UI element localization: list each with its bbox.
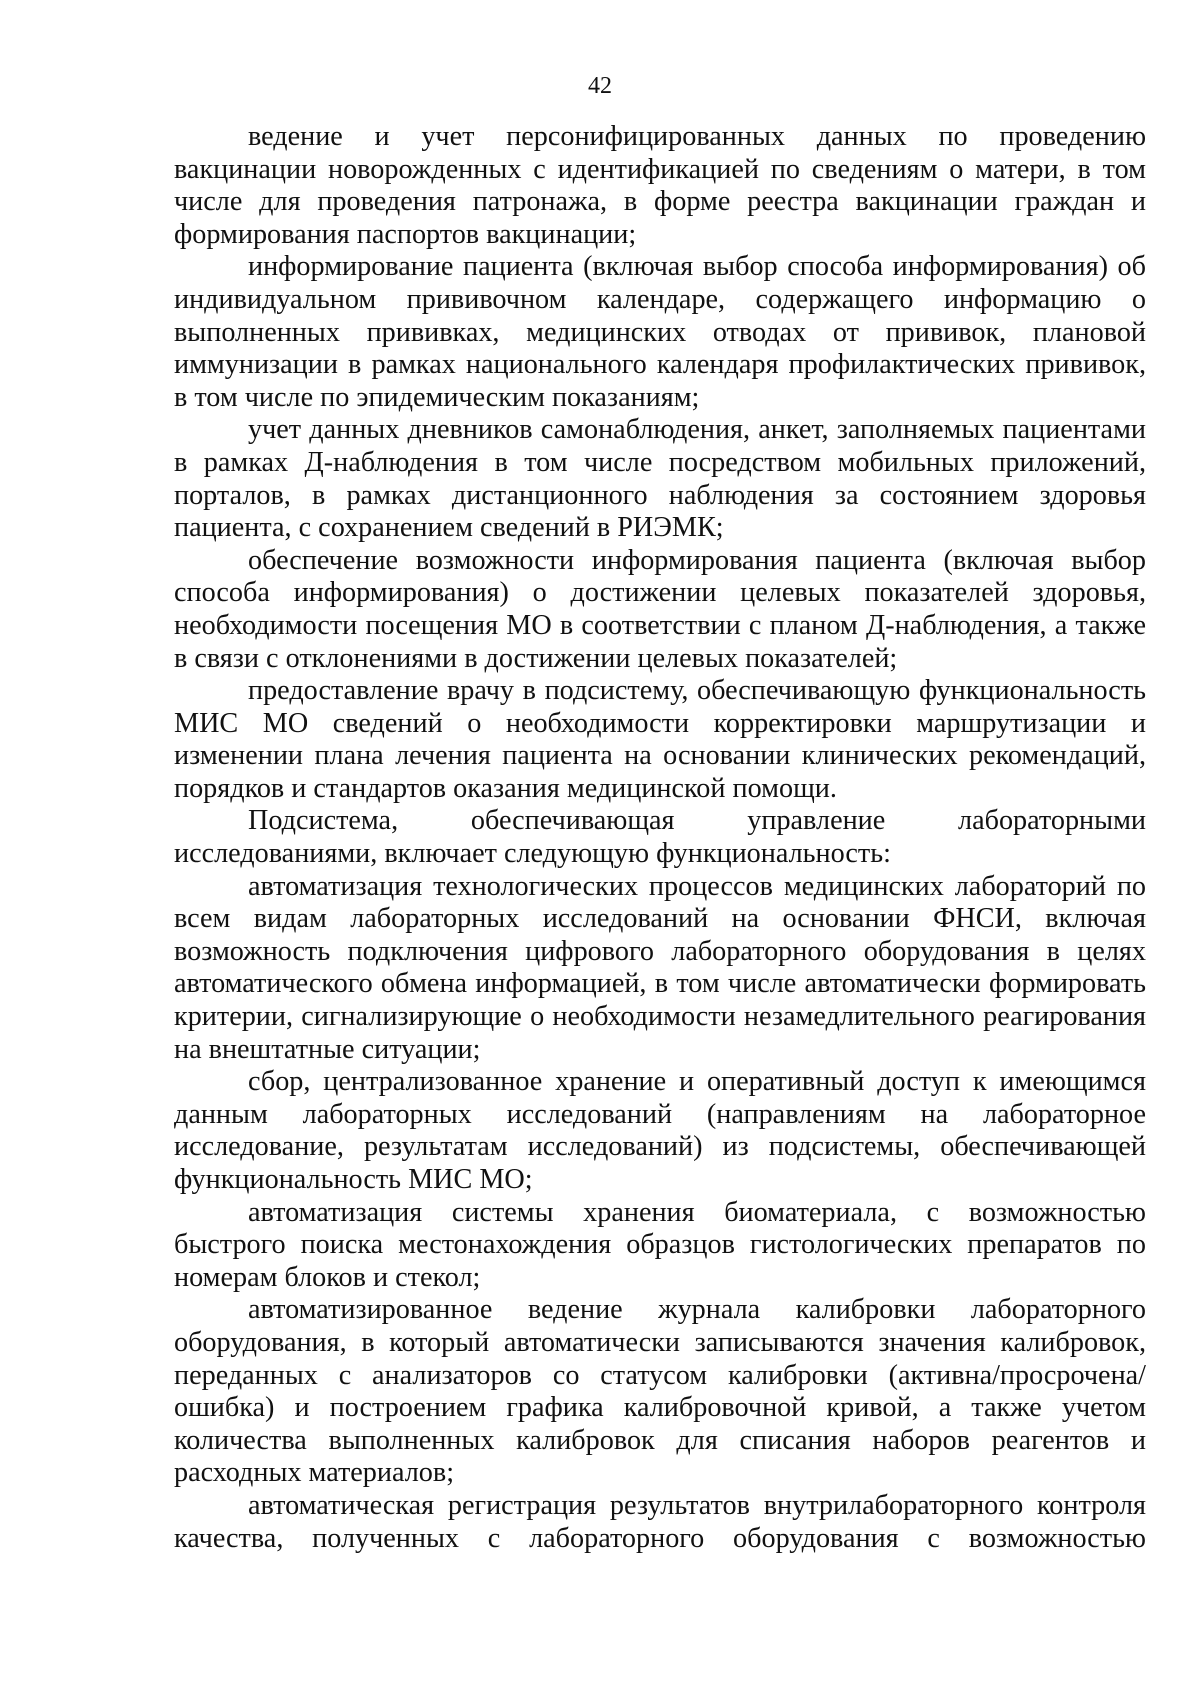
paragraph: предоставление врачу в подсистему, обеспечивающую функциональность МИС МО сведений о необходимости корректировки маршрутизации и изменении плана лечения пациента на основании клинических рекомендаций, порядков и стандартов оказания медицинской помощи.	[174, 675, 1146, 804]
paragraph: автоматическая регистрация результатов внутрилабораторного контроля качества, полученных с лабораторного оборудования с возможностью	[174, 1489, 1146, 1554]
paragraph: ведение и учет персонифицированных данных по проведению вакцинации новорожденных с идентификацией по сведениям о матери, в том числе для проведения патронажа, в форме реестра вакцинации граждан и формирования паспортов вакцинации;	[174, 121, 1146, 250]
paragraph: учет данных дневников самонаблюдения, анкет, заполняемых пациентами в рамках Д-наблюдения в том числе посредством мобильных приложений, порталов, в рамках дистанционного наблюдения за состоянием здоровья пациента, с сохранением сведений в РИЭМК;	[174, 414, 1146, 544]
paragraph: автоматизация технологических процессов медицинских лабораторий по всем видам лабораторных исследований на основании ФНСИ, включая возможность подключения цифрового лабораторного оборудования в целях автоматического обмена информацией, в том числе автоматически формировать критерии, сигнализирующие о необходимости незамедлительного реагирования на внештатные ситуации;	[174, 870, 1146, 1065]
document-body	[174, 121, 1146, 1555]
paragraph: автоматизация системы хранения биоматериала, с возможностью быстрого поиска местонахождения образцов гистологических препаратов по номерам блоков и стекол;	[174, 1196, 1146, 1293]
paragraph: автоматизированное ведение журнала калибровки лабораторного оборудования, в который автоматически записываются значения калибровок, переданных с анализаторов со статусом калибровки (активна/просрочена/ошибка) и построением графика калибровочной кривой, а также учетом количества выполненных калибровок для списания наборов реагентов и расходных материалов;	[174, 1294, 1146, 1489]
page-number: 42	[588, 73, 612, 99]
paragraph: информирование пациента (включая выбор способа информирования) об индивидуальном прививочном календаре, содержащего информацию о выполненных прививках, медицинских отводах от прививок, плановой иммунизации в рамках национального календаря профилактических прививок, в том числе по эпидемическим показаниям;	[174, 251, 1146, 413]
paragraph: сбор, централизованное хранение и оперативный доступ к имеющимся данным лабораторных исследований (направлениям на лабораторное исследование, результатам исследований) из подсистемы, обеспечивающей функциональность МИС МО;	[174, 1066, 1146, 1195]
paragraph: Подсистема, обеспечивающая управление лабораторными исследованиями, включает следующую функциональность:	[174, 805, 1146, 870]
paragraph: обеспечение возможности информирования пациента (включая выбор способа информирования) о достижении целевых показателей здоровья, необходимости посещения МО в соответствии с планом Д-наблюдения, а также в связи с отклонениями в достижении целевых показателей;	[174, 544, 1146, 674]
